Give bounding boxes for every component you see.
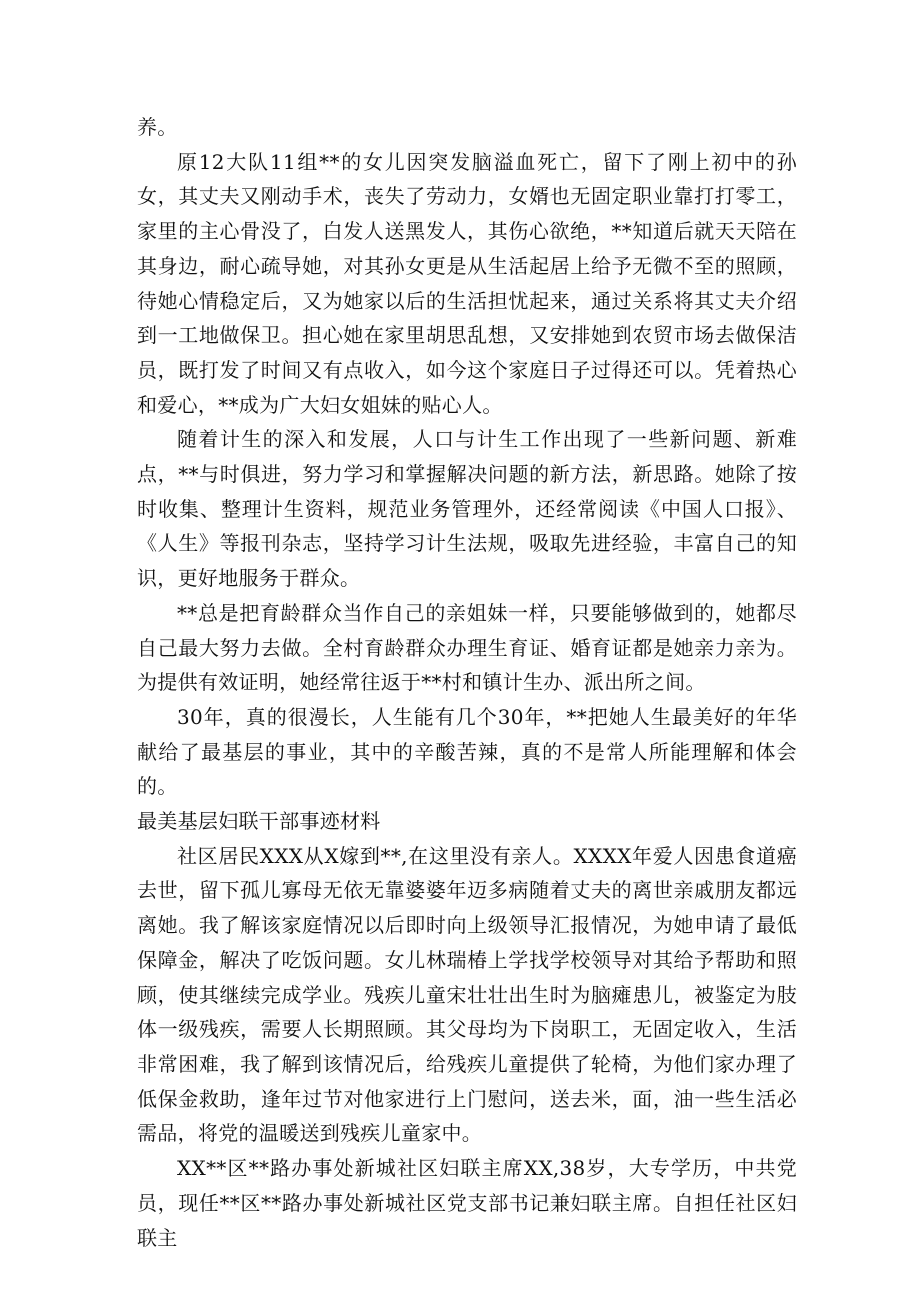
paragraph-community-resident: 社区居民XXX从X嫁到**,在这里没有亲人。XXXX年爱人因患食道癌去世，留下孤儿寡母无依无靠婆婆年迈多病随着丈夫的离世亲戚朋友都远离她。我了解该家庭情况以后即时向上级领导汇报情况，为她申请了最低保障金，解决了吃饭问题。女儿林瑞椿上学找学校领导对其给予帮助和照顾，使其继续完成学业。残疾儿童宋壮壮出生时为脑瘫患儿，被鉴定为肢体一级残疾，需要人长期照顾。其父母均为下岗职工，无固定收入，生活非常困难，我了解到该情况后，给残疾儿童提供了轮椅，为他们家办理了低保金救助，逢年过节对他家进行上门慰问，送去米，面，油一些生活必需品，将党的温暖送到残疾儿童家中。: [137, 843, 797, 1146]
document-body: [137, 110, 797, 1255]
section-heading: 最美基层妇联干部事迹材料: [137, 809, 381, 834]
paragraph-thirty-years: 30年，真的很漫长，人生能有几个30年，**把她人生最美好的年华献给了最基层的事业，其中的辛酸苦辣，真的不是常人所能理解和体会的。: [137, 704, 797, 799]
paragraph-community-chair: XX**区**路办事处新城社区妇联主席XX,38岁，大专学历，中共党员，现任**区**路办事处新城社区党支部书记兼妇联主席。自担任社区妇联主: [137, 1156, 797, 1250]
paragraph-serving-masses: **总是把育龄群众当作自己的亲姐妹一样，只要能够做到的，她都尽自己最大努力去做。全村育龄群众办理生育证、婚育证都是她亲力亲为。为提供有效证明，她经常往返于**村和镇计生办、派出所之间。: [137, 600, 797, 695]
paragraph-family-planning-study: 随着计生的深入和发展，人口与计生工作出现了一些新问题、新难点，**与时俱进，努力学习和掌握解决问题的新方法，新思路。她除了按时收集、整理计生资料，规范业务管理外，还经常阅读《中国人口报》、《人生》等报刊杂志，坚持学习计生法规，吸取先进经验，丰富自己的知识，更好地服务于群众。: [137, 427, 797, 591]
paragraph-granddaughter-story: 原12大队11组**的女儿因突发脑溢血死亡，留下了刚上初中的孙女，其丈夫又刚动手术，丧失了劳动力，女婿也无固定职业靠打打零工，家里的主心骨没了，白发人送黑发人，其伤心欲绝，**知道后就天天陪在其身边，耐心疏导她，对其孙女更是从生活起居上给予无微不至的照顾，待她心情稳定后，又为她家以后的生活担忧起来，通过关系将其丈夫介绍到一工地做保卫。担心她在家里胡思乱想，又安排她到农贸市场去做保洁员，既打发了时间又有点收入，如今这个家庭日子过得还可以。凭着热心和爱心，**成为广大妇女姐妹的贴心人。: [137, 149, 797, 417]
paragraph-continuation: 养。: [137, 115, 178, 139]
